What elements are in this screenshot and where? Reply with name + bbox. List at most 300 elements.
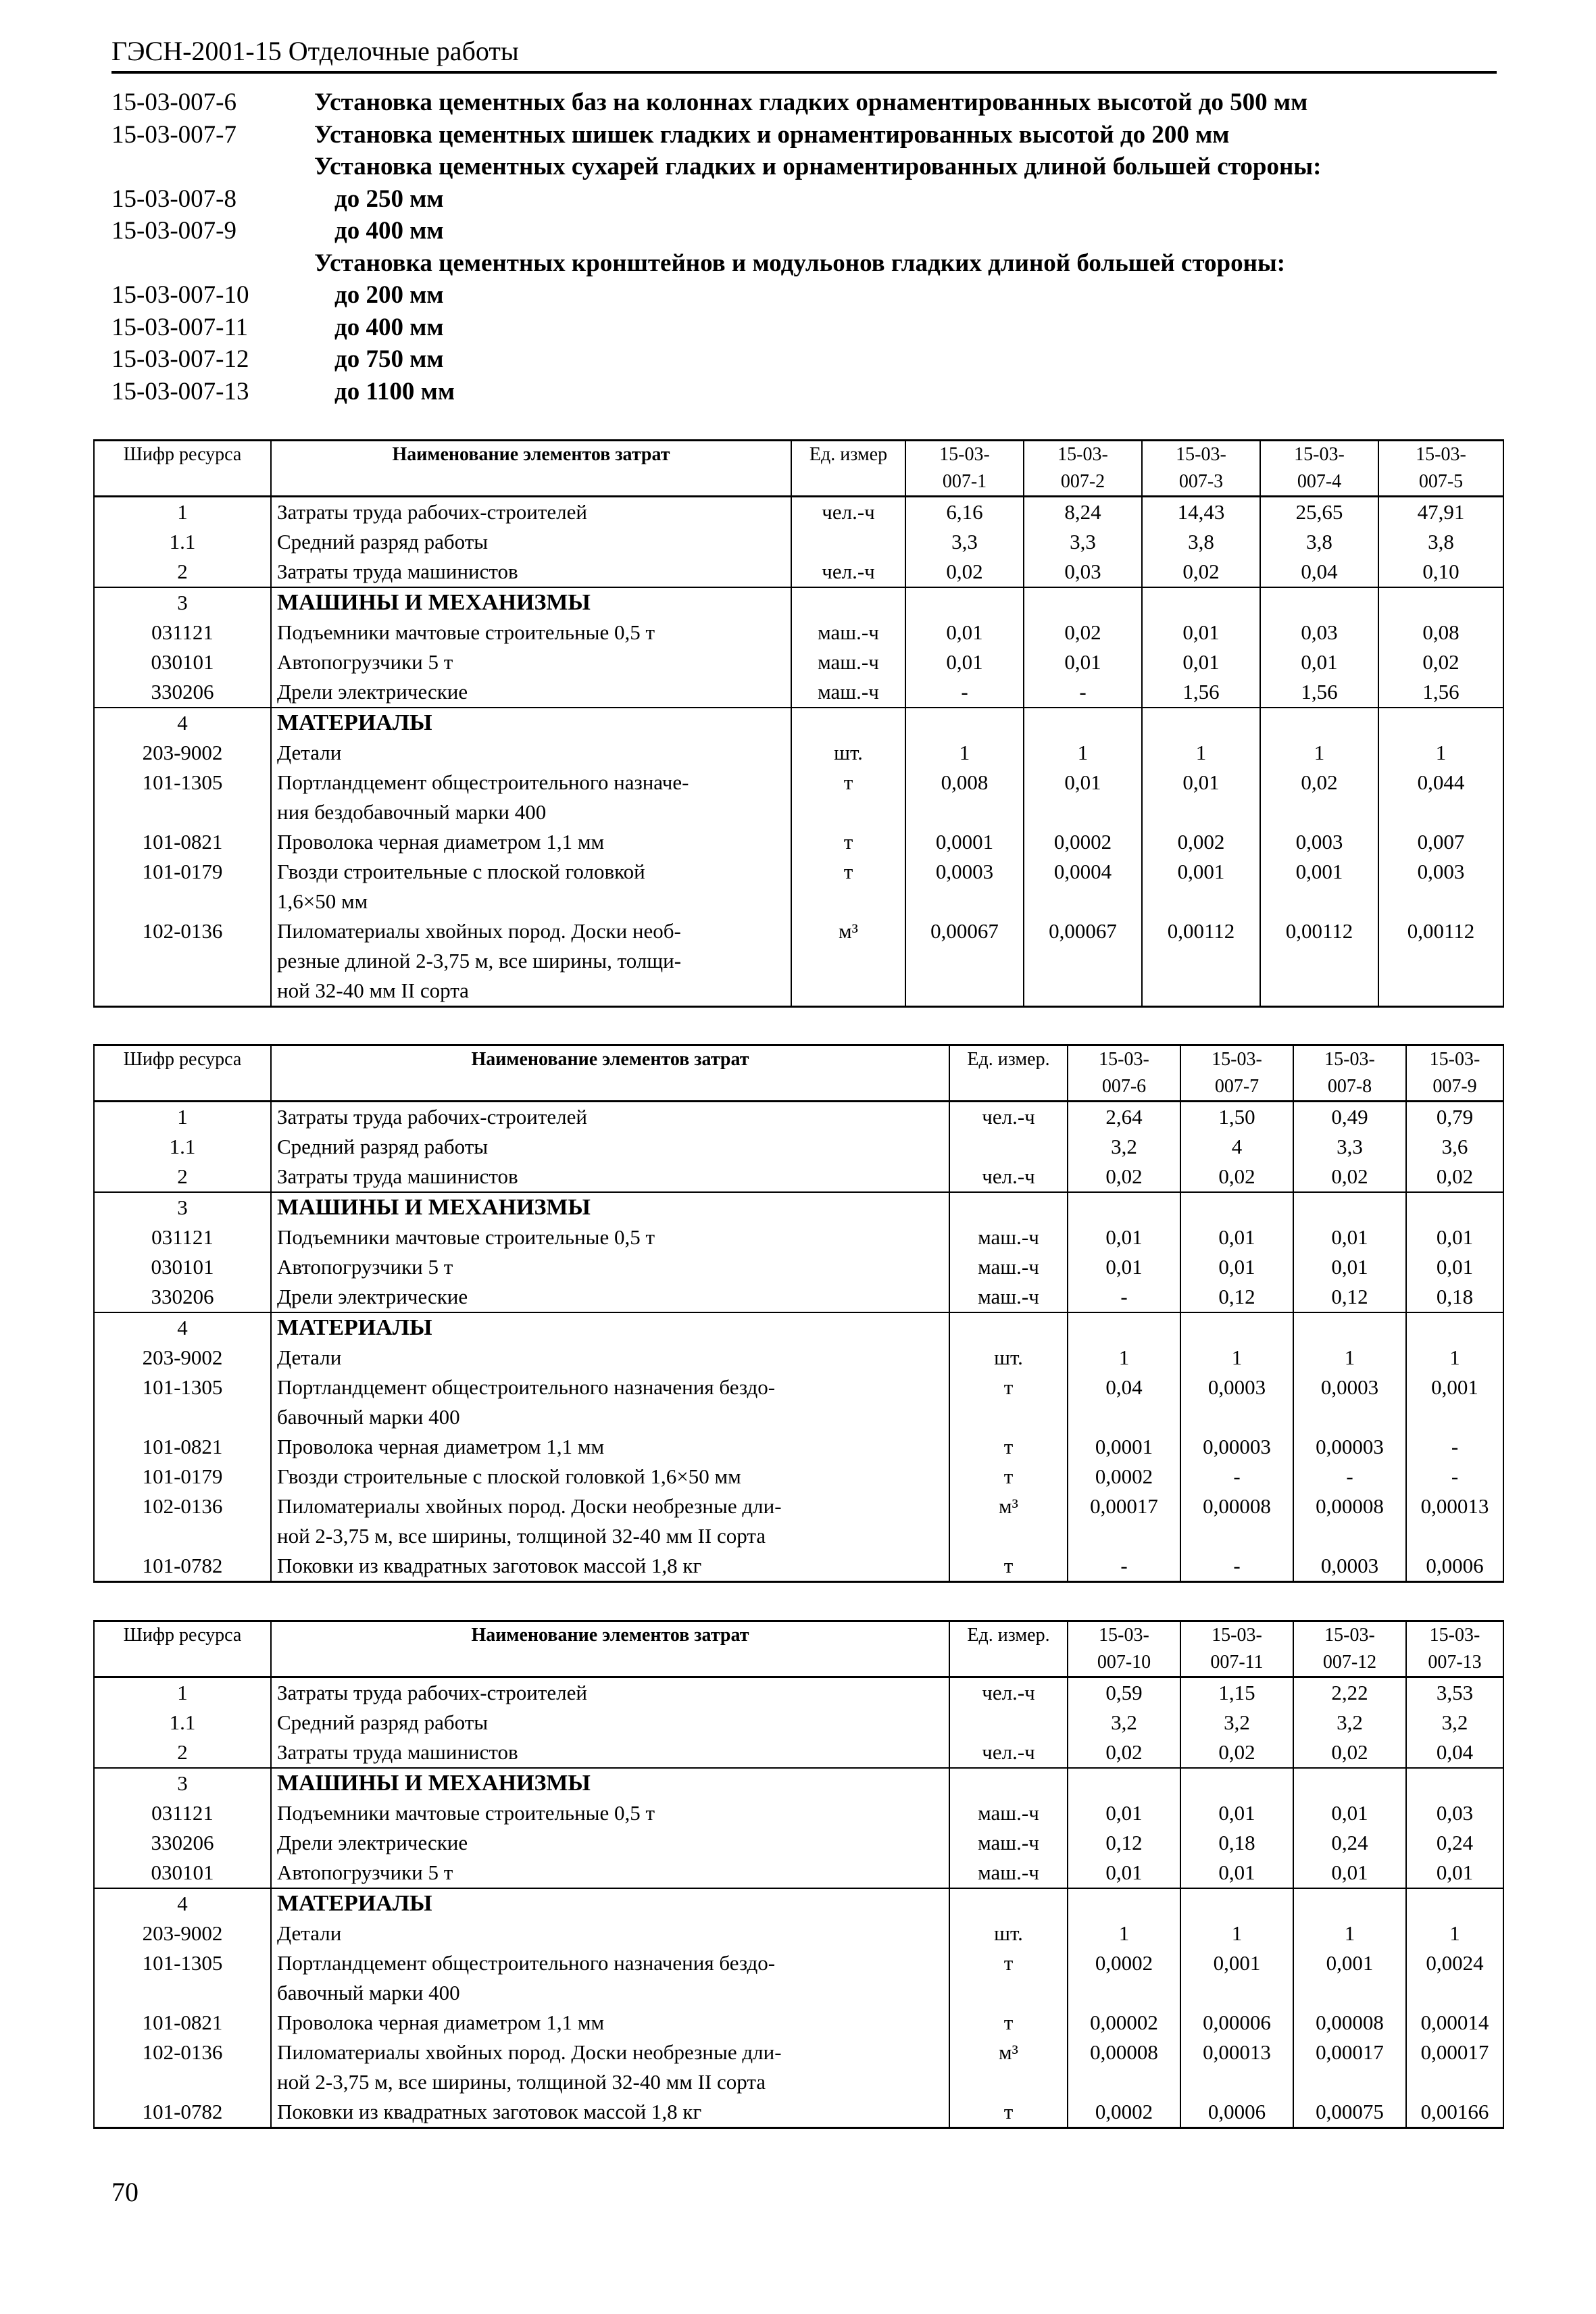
cell-value: 0,00008: [1068, 2038, 1180, 2097]
table-group: [94, 1102, 1503, 1193]
cell-value: 0,01: [1180, 1223, 1293, 1252]
table-row: [94, 1343, 1503, 1373]
cell-name-line: Проволока черная диаметром 1,1 мм: [277, 1435, 605, 1458]
cell-value: 3,2: [1293, 1708, 1406, 1738]
norm-code-part1: 15-03-: [1294, 444, 1345, 465]
cell-value: 4: [1180, 1132, 1293, 1162]
cell-value: 0,01: [1293, 1798, 1406, 1828]
cell-value: 0,01: [1024, 768, 1142, 827]
cell-code: 1: [94, 1677, 271, 1708]
cell-unit: т: [949, 1432, 1068, 1462]
header-unit: Ед. измер.: [949, 1045, 1068, 1102]
cell-value: 0,03: [1406, 1798, 1503, 1828]
cell-value: 0,008: [905, 768, 1024, 827]
cell-value: -: [1180, 1551, 1293, 1582]
cell-value: [1406, 1312, 1503, 1343]
cell-value: 0,00112: [1142, 916, 1260, 1007]
cell-name-line: бавочный марки 400: [277, 1981, 460, 2004]
resource-code: 15-03-007-9: [111, 217, 236, 245]
cell-name: [271, 2038, 949, 2097]
cell-value: [1180, 1888, 1293, 1919]
cell-value: 1: [1180, 1343, 1293, 1373]
cell-value: 6,16: [905, 497, 1024, 528]
cell-name-line: Подъемники мачтовые строительные 0,5 т: [277, 1801, 655, 1825]
norm-code-part2: 007-2: [1060, 471, 1105, 492]
intro-text: Установка цементных кронштейнов и модульонов гладких длиной большей стороны:: [314, 249, 1286, 277]
page-number: 70: [111, 2177, 139, 2207]
cell-name: [271, 557, 791, 587]
cell-name: [271, 2008, 949, 2038]
cell-value: 0,00013: [1406, 1492, 1503, 1551]
cell-value: 3,53: [1406, 1677, 1503, 1708]
cell-name-line: Гвозди строительные с плоской головкой 1,6×50 мм: [277, 1464, 741, 1488]
cell-unit: маш.-ч: [949, 1223, 1068, 1252]
cell-name-line: Средний разряд работы: [277, 530, 489, 553]
table-group: [94, 587, 1503, 708]
cell-value: 0,18: [1406, 1282, 1503, 1312]
cell-name: [271, 738, 791, 768]
cell-unit: т: [791, 827, 905, 857]
intro-line: [111, 87, 1530, 119]
cell-name-line: резные длиной 2-3,75 м, все ширины, толщи-: [277, 949, 682, 973]
norm-code-part2: 007-12: [1322, 1652, 1377, 1673]
cell-value: 0,02: [1378, 647, 1503, 677]
cell-value: [1180, 1312, 1293, 1343]
cell-value: 0,49: [1293, 1102, 1406, 1133]
cell-value: [1068, 1312, 1180, 1343]
cell-value: 0,001: [1293, 1948, 1406, 2008]
cell-code: 330206: [94, 677, 271, 708]
cell-value: 0,0006: [1406, 1551, 1503, 1582]
resource-code: 15-03-007-12: [111, 345, 249, 373]
header-norm-code: [1068, 1621, 1180, 1677]
cell-value: 3,8: [1142, 527, 1260, 557]
cell-value: 1: [1406, 1919, 1503, 1948]
cell-value: -: [1180, 1462, 1293, 1492]
cell-name-line: Дрели электрические: [277, 1285, 468, 1308]
table-row: [94, 708, 1503, 738]
resource-code: 15-03-007-10: [111, 281, 249, 309]
cell-unit: чел.-ч: [949, 1738, 1068, 1768]
cell-value: 0,12: [1180, 1282, 1293, 1312]
resource-code: 15-03-007-13: [111, 377, 249, 405]
cell-unit: маш.-ч: [949, 1828, 1068, 1858]
cell-value: 3,2: [1068, 1132, 1180, 1162]
header-norm-code: [1406, 1045, 1503, 1102]
cell-unit: т: [949, 2097, 1068, 2128]
cell-value: 1: [1180, 1919, 1293, 1948]
cell-value: 0,01: [1068, 1223, 1180, 1252]
cell-code: 3: [94, 587, 271, 618]
cell-value: 3,2: [1180, 1708, 1293, 1738]
cell-unit: [949, 1192, 1068, 1223]
cell-value: 0,00008: [1293, 1492, 1406, 1551]
cell-code: 101-0821: [94, 2008, 271, 2038]
cell-value: [1068, 1192, 1180, 1223]
cell-name-line: бавочный марки 400: [277, 1405, 460, 1429]
cell-unit: т: [949, 1373, 1068, 1432]
norm-code-part2: 007-5: [1418, 471, 1464, 492]
cell-name-line: Детали: [277, 1346, 342, 1369]
cell-value: 1,56: [1142, 677, 1260, 708]
table-row: [94, 1373, 1503, 1432]
cell-unit: [791, 587, 905, 618]
cell-code: 031121: [94, 1223, 271, 1252]
cell-value: 0,00003: [1180, 1432, 1293, 1462]
table-row: [94, 1798, 1503, 1828]
cell-unit: т: [791, 857, 905, 916]
norm-code-part1: 15-03-: [939, 444, 990, 465]
intro-text: до 200 мм: [334, 281, 444, 309]
cell-name: [271, 2097, 949, 2128]
cell-value: 0,12: [1293, 1282, 1406, 1312]
cell-name-line: Портландцемент общестроительного назначения бездо-: [277, 1375, 776, 1399]
cell-value: 0,01: [1142, 618, 1260, 647]
cell-value: 0,08: [1378, 618, 1503, 647]
table-row: [94, 618, 1503, 647]
cell-unit: м³: [949, 1492, 1068, 1551]
cell-name: [271, 1492, 949, 1551]
cell-value: 0,02: [1406, 1162, 1503, 1192]
cell-unit: чел.-ч: [949, 1677, 1068, 1708]
cell-value: 0,0002: [1024, 827, 1142, 857]
cell-value: 0,02: [1024, 618, 1142, 647]
table-row: [94, 1432, 1503, 1462]
cell-value: 0,04: [1260, 557, 1378, 587]
header-name: Наименование элементов затрат: [271, 441, 791, 497]
table-row: [94, 1888, 1503, 1919]
cell-name: [271, 1948, 949, 2008]
norm-code-part2: 007-9: [1432, 1076, 1477, 1097]
cell-name: [271, 1919, 949, 1948]
cell-name: [271, 1162, 949, 1192]
cell-value: 1,56: [1378, 677, 1503, 708]
cell-value: 0,02: [1293, 1738, 1406, 1768]
header-norm-code: [1068, 1045, 1180, 1102]
cell-name-line: Автопогрузчики 5 т: [277, 1861, 453, 1884]
cell-value: 0,01: [1142, 647, 1260, 677]
cell-unit: чел.-ч: [791, 497, 905, 528]
norm-code-part2: 007-6: [1101, 1076, 1147, 1097]
table-row: [94, 1708, 1503, 1738]
cell-code: 101-0821: [94, 1432, 271, 1462]
cell-name-line: ния бездобавочный марки 400: [277, 800, 547, 824]
cell-value: 0,0002: [1068, 1948, 1180, 2008]
table-row: [94, 1462, 1503, 1492]
cell-name-line: Гвозди строительные с плоской головкой: [277, 860, 645, 883]
intro-text: до 1100 мм: [334, 377, 455, 405]
header-code: Шифр ресурса: [94, 441, 271, 497]
table-row: [94, 1312, 1503, 1343]
norm-code-part1: 15-03-: [1057, 444, 1108, 465]
cell-code: 101-0821: [94, 827, 271, 857]
resource-code: 15-03-007-7: [111, 120, 236, 149]
cell-code: 203-9002: [94, 738, 271, 768]
cell-value: 3,8: [1260, 527, 1378, 557]
intro-text: до 250 мм: [334, 184, 444, 213]
cell-code: 102-0136: [94, 916, 271, 1007]
cell-value: 1: [1024, 738, 1142, 768]
cell-name: [271, 1738, 949, 1768]
cell-value: 0,01: [1068, 1252, 1180, 1282]
cell-name-line: ной 2-3,75 м, все ширины, толщиной 32-40 мм II сорта: [277, 2070, 766, 2094]
cell-unit: [949, 1708, 1068, 1738]
norm-code-part1: 15-03-: [1212, 1049, 1262, 1070]
norm-code-part2: 007-8: [1327, 1076, 1372, 1097]
intro-line: [111, 215, 1530, 247]
cell-name: [271, 527, 791, 557]
cell-value: 1: [1068, 1919, 1180, 1948]
cell-value: 0,59: [1068, 1677, 1180, 1708]
norm-table-2: [93, 1044, 1504, 1583]
cell-unit: маш.-ч: [949, 1798, 1068, 1828]
cell-value: 0,00067: [905, 916, 1024, 1007]
cell-unit: т: [949, 1948, 1068, 2008]
cell-code: 101-0179: [94, 1462, 271, 1492]
intro-line: [111, 343, 1530, 376]
header-norm-code: [1180, 1045, 1293, 1102]
cell-value: 0,00017: [1406, 2038, 1503, 2097]
table-row: [94, 857, 1503, 916]
cell-code: 102-0136: [94, 2038, 271, 2097]
header-norm-code: [1293, 1621, 1406, 1677]
intro-text: до 750 мм: [334, 345, 444, 373]
cell-value: 0,044: [1378, 768, 1503, 827]
norm-code-part1: 15-03-: [1212, 1625, 1262, 1646]
cell-unit: чел.-ч: [949, 1162, 1068, 1192]
cell-name: [271, 1462, 949, 1492]
cell-name: [271, 1192, 949, 1223]
cell-name-line: 1,6×50 мм: [277, 889, 368, 913]
cell-value: [1024, 708, 1142, 738]
header-norm-code: [905, 441, 1024, 497]
cell-code: 101-0782: [94, 2097, 271, 2128]
cell-name: [271, 916, 791, 1007]
cell-value: 0,00008: [1180, 1492, 1293, 1551]
norm-code-part1: 15-03-: [1324, 1049, 1375, 1070]
cell-unit: маш.-ч: [949, 1252, 1068, 1282]
cell-name: [271, 647, 791, 677]
cell-value: 1,56: [1260, 677, 1378, 708]
cell-value: 0,24: [1293, 1828, 1406, 1858]
cell-name-line: Автопогрузчики 5 т: [277, 650, 453, 674]
cell-code: 101-0179: [94, 857, 271, 916]
cell-name: [271, 1828, 949, 1858]
table-row: [94, 1948, 1503, 2008]
cell-value: 1,15: [1180, 1677, 1293, 1708]
cell-code: 4: [94, 1312, 271, 1343]
cell-value: 3,3: [905, 527, 1024, 557]
header-norm-code: [1406, 1621, 1503, 1677]
table-row: [94, 768, 1503, 827]
cell-value: 0,00017: [1293, 2038, 1406, 2097]
cell-unit: маш.-ч: [949, 1282, 1068, 1312]
cell-value: 0,79: [1406, 1102, 1503, 1133]
norm-table-3: [93, 1620, 1504, 2129]
cell-name-line: Подъемники мачтовые строительные 0,5 т: [277, 1225, 655, 1249]
table-row: [94, 497, 1503, 528]
cell-code: 030101: [94, 1858, 271, 1888]
cell-name: [271, 827, 791, 857]
table-row: [94, 1192, 1503, 1223]
cell-value: 3,6: [1406, 1132, 1503, 1162]
norm-code-part1: 15-03-: [1099, 1049, 1149, 1070]
intro-text: Установка цементных сухарей гладких и орнаментированных длиной большей стороны:: [314, 153, 1322, 180]
cell-value: 25,65: [1260, 497, 1378, 528]
cell-value: 0,001: [1406, 1373, 1503, 1432]
cell-value: 0,001: [1142, 857, 1260, 916]
cell-name: [271, 618, 791, 647]
cell-name: [271, 1223, 949, 1252]
cell-value: 0,01: [1260, 647, 1378, 677]
cell-code: 1.1: [94, 527, 271, 557]
cell-code: 3: [94, 1768, 271, 1798]
header-norm-code: [1293, 1045, 1406, 1102]
cell-value: 0,03: [1024, 557, 1142, 587]
cell-name: [271, 768, 791, 827]
cell-value: 0,01: [1293, 1252, 1406, 1282]
cell-value: 14,43: [1142, 497, 1260, 528]
norm-code-part2: 007-13: [1428, 1652, 1482, 1673]
cell-name-line: Затраты труда рабочих-строителей: [277, 1105, 587, 1129]
cell-name-line: Дрели электрические: [277, 1831, 468, 1854]
cell-name-line: Детали: [277, 1921, 342, 1945]
cell-value: 0,01: [1293, 1223, 1406, 1252]
cell-code: 203-9002: [94, 1919, 271, 1948]
cell-name: [271, 1252, 949, 1282]
intro-text: Установка цементных шишек гладких и орнаментированных высотой до 200 мм: [314, 120, 1230, 149]
table-row: [94, 1919, 1503, 1948]
cell-code: 1: [94, 1102, 271, 1133]
table-row: [94, 1858, 1503, 1888]
cell-value: 0,02: [905, 557, 1024, 587]
resource-code: 15-03-007-6: [111, 89, 236, 116]
cell-value: 1: [1068, 1343, 1180, 1373]
cell-code: 330206: [94, 1282, 271, 1312]
cell-unit: [791, 527, 905, 557]
cell-value: [1406, 1768, 1503, 1798]
cell-value: 0,02: [1180, 1738, 1293, 1768]
cell-code: 102-0136: [94, 1492, 271, 1551]
cell-unit: [949, 1768, 1068, 1798]
norm-code-part2: 007-11: [1210, 1652, 1264, 1673]
cell-unit: т: [949, 1551, 1068, 1582]
table-row: [94, 1132, 1503, 1162]
cell-value: 0,24: [1406, 1828, 1503, 1858]
table-group: [94, 1192, 1503, 1312]
norm-code-part1: 15-03-: [1416, 444, 1466, 465]
cell-unit: т: [949, 1462, 1068, 1492]
norm-code-part1: 15-03-: [1429, 1049, 1480, 1070]
cell-value: 0,0006: [1180, 2097, 1293, 2128]
cell-unit: шт.: [949, 1919, 1068, 1948]
cell-value: 0,01: [1142, 768, 1260, 827]
cell-value: 0,02: [1180, 1162, 1293, 1192]
cell-value: 0,01: [1293, 1858, 1406, 1888]
table-row: [94, 1551, 1503, 1582]
cell-value: 0,01: [905, 618, 1024, 647]
cell-code: 2: [94, 557, 271, 587]
cell-value: 0,18: [1180, 1828, 1293, 1858]
cell-unit: [949, 1312, 1068, 1343]
cell-name-line: МАТЕРИАЛЫ: [277, 710, 432, 735]
cell-value: 0,0002: [1068, 2097, 1180, 2128]
norm-code-part1: 15-03-: [1324, 1625, 1375, 1646]
cell-code: 1.1: [94, 1132, 271, 1162]
table-row: [94, 527, 1503, 557]
header-code: Шифр ресурса: [94, 1621, 271, 1677]
cell-name-line: Проволока черная диаметром 1,1 мм: [277, 2011, 605, 2034]
table-group: [94, 1677, 1503, 1769]
cell-value: 0,02: [1142, 557, 1260, 587]
cell-name: [271, 1102, 949, 1133]
cell-code: 203-9002: [94, 1343, 271, 1373]
cell-value: 1: [1406, 1343, 1503, 1373]
cell-name-line: Пиломатериалы хвойных пород. Доски необ-: [277, 919, 681, 943]
cell-value: 0,003: [1260, 827, 1378, 857]
cell-value: [1260, 708, 1378, 738]
cell-code: 2: [94, 1738, 271, 1768]
cell-unit: маш.-ч: [791, 647, 905, 677]
cell-value: 0,00166: [1406, 2097, 1503, 2128]
cell-unit: м³: [791, 916, 905, 1007]
cell-value: 0,01: [1068, 1858, 1180, 1888]
cell-name-line: Затраты труда машинистов: [277, 1740, 518, 1764]
cell-value: -: [1068, 1551, 1180, 1582]
cell-name-line: Затраты труда рабочих-строителей: [277, 500, 587, 524]
cell-value: [1406, 1192, 1503, 1223]
cell-value: [1142, 708, 1260, 738]
cell-value: 3,3: [1024, 527, 1142, 557]
cell-value: 1: [905, 738, 1024, 768]
cell-value: [1293, 1192, 1406, 1223]
cell-unit: т: [791, 768, 905, 827]
table-row: [94, 1828, 1503, 1858]
cell-value: [1068, 1768, 1180, 1798]
cell-value: 0,01: [1406, 1858, 1503, 1888]
cell-name: [271, 1343, 949, 1373]
header-norm-code: [1024, 441, 1142, 497]
cell-value: 0,01: [1406, 1252, 1503, 1282]
cell-code: 101-1305: [94, 768, 271, 827]
cell-value: [1406, 1888, 1503, 1919]
table-row: [94, 1102, 1503, 1133]
cell-code: 101-1305: [94, 1373, 271, 1432]
running-header: ГЭСН-2001-15 Отделочные работы: [111, 35, 1497, 74]
table-row: [94, 1677, 1503, 1708]
cell-name-line: Поковки из квадратных заготовок массой 1,8 кг: [277, 1554, 702, 1577]
cell-value: 0,00003: [1293, 1432, 1406, 1462]
table-row: [94, 2038, 1503, 2097]
cell-name-line: МАШИНЫ И МЕХАНИЗМЫ: [277, 1771, 591, 1796]
cell-unit: маш.-ч: [791, 618, 905, 647]
cell-value: 0,0003: [1180, 1373, 1293, 1432]
cell-name-line: Портландцемент общестроительного назначе-: [277, 770, 689, 794]
table-group: [94, 708, 1503, 1007]
intro-line: [111, 376, 1530, 408]
cell-value: [1068, 1888, 1180, 1919]
table-row: [94, 738, 1503, 768]
cell-value: 0,0003: [1293, 1373, 1406, 1432]
cell-value: 1: [1142, 738, 1260, 768]
cell-value: 1,50: [1180, 1102, 1293, 1133]
cell-value: 0,01: [1180, 1252, 1293, 1282]
norm-code-part2: 007-4: [1297, 471, 1342, 492]
table-row: [94, 916, 1503, 1007]
cell-value: 0,02: [1293, 1162, 1406, 1192]
cell-value: [1024, 587, 1142, 618]
cell-name: [271, 1312, 949, 1343]
